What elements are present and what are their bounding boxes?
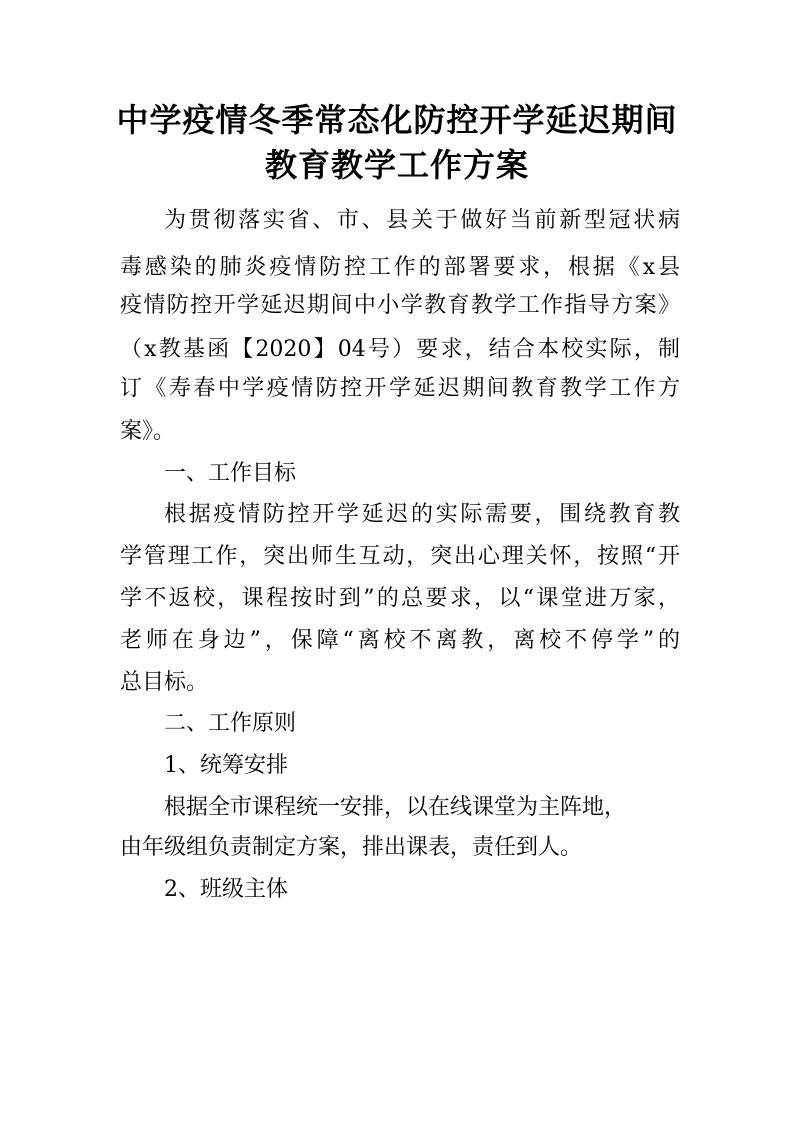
planning-paragraph-line: 由年级组负责制定方案，排出课表，责任到人。 bbox=[120, 835, 583, 860]
intro-paragraph-line: 案》。 bbox=[120, 419, 176, 444]
intro-paragraph-line: 疫情防控开学延迟期间中小学教育教学工作指导方案》 bbox=[120, 293, 680, 318]
goals-paragraph-line: 根据疫情防控开学延迟的实际需要，围绕教育教 bbox=[164, 502, 680, 527]
subsection-heading-planning: 1、统筹安排 bbox=[164, 753, 288, 778]
goals-paragraph-line: 总目标。 bbox=[120, 670, 209, 695]
goals-paragraph-line: 老师在身边”，保障“离校不离教，离校不停学”的 bbox=[120, 628, 680, 653]
document-title-line-2: 教育教学工作方案 bbox=[264, 146, 529, 184]
goals-paragraph-line: 学管理工作，突出师生互动，突出心理关怀，按照“开 bbox=[120, 544, 680, 569]
section-heading-principles: 二、工作原则 bbox=[164, 711, 297, 736]
intro-paragraph-line: （x教基函【2020】04号）要求，结合本校实际，制 bbox=[120, 337, 680, 362]
subsection-heading-class: 2、班级主体 bbox=[164, 877, 288, 902]
planning-paragraph-line: 根据全市课程统一安排，以在线课堂为主阵地， bbox=[164, 795, 627, 820]
intro-paragraph-line: 毒感染的肺炎疫情防控工作的部署要求，根据《x县 bbox=[120, 255, 680, 280]
intro-paragraph-line: 为贯彻落实省、市、县关于做好当前新型冠状病 bbox=[164, 208, 680, 233]
document-title-line-1: 中学疫情冬季常态化防控开学延迟期间 bbox=[116, 101, 678, 139]
goals-paragraph-line: 学不返校，课程按时到”的总要求，以“课堂进万家， bbox=[120, 586, 680, 611]
intro-paragraph-line: 订《寿春中学疫情防控开学延迟期间教育教学工作方 bbox=[120, 376, 680, 401]
section-heading-goals: 一、工作目标 bbox=[164, 461, 297, 486]
